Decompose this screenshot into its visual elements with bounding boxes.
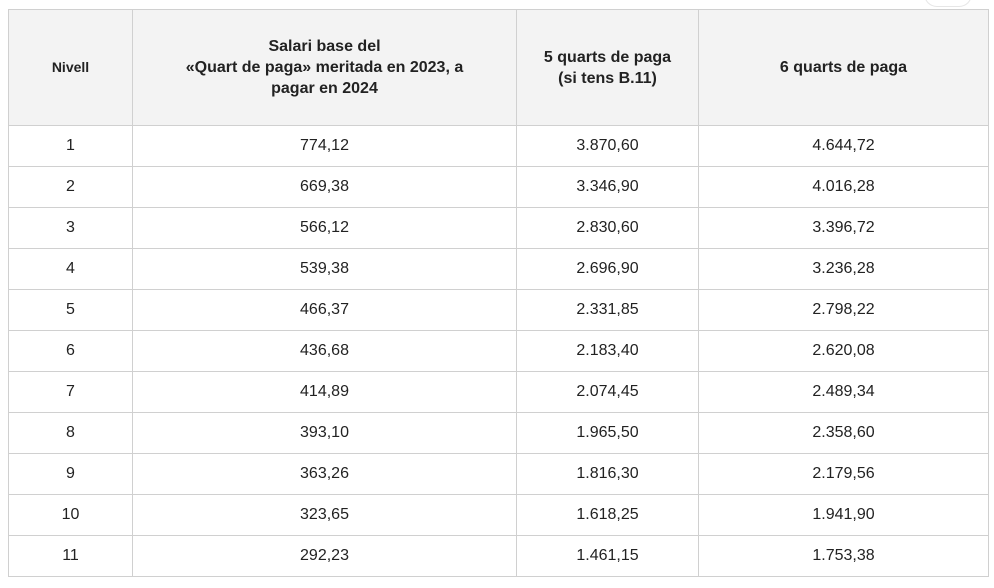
cell-6-quarts: 2.798,22 xyxy=(699,290,989,331)
table-row xyxy=(9,290,989,331)
header-nivell xyxy=(9,10,133,126)
cell-5-quarts: 2.696,90 xyxy=(517,249,699,290)
cell-5-quarts: 1.816,30 xyxy=(517,454,699,495)
table-row xyxy=(9,495,989,536)
cell-nivell: 5 xyxy=(9,290,133,331)
cell-6-quarts: 2.620,08 xyxy=(699,331,989,372)
cell-nivell: 2 xyxy=(9,167,133,208)
table-row xyxy=(9,126,989,167)
header-line: pagar en 2024 xyxy=(271,80,378,97)
cell-5-quarts: 3.346,90 xyxy=(517,167,699,208)
table-row xyxy=(9,208,989,249)
cell-nivell: 7 xyxy=(9,372,133,413)
cell-salari-base: 363,26 xyxy=(133,454,517,495)
cell-5-quarts: 2.331,85 xyxy=(517,290,699,331)
cell-nivell: 10 xyxy=(9,495,133,536)
cell-6-quarts: 4.016,28 xyxy=(699,167,989,208)
table-row xyxy=(9,331,989,372)
cell-5-quarts: 1.618,25 xyxy=(517,495,699,536)
cell-6-quarts: 1.753,38 xyxy=(699,536,989,577)
corner-decoration xyxy=(924,0,972,7)
cell-nivell: 4 xyxy=(9,249,133,290)
header-5-quarts xyxy=(517,10,699,126)
table-row xyxy=(9,372,989,413)
header-6-quarts xyxy=(699,10,989,126)
cell-5-quarts: 2.830,60 xyxy=(517,208,699,249)
header-line: Salari base del xyxy=(268,38,381,55)
cell-5-quarts: 3.870,60 xyxy=(517,126,699,167)
cell-salari-base: 566,12 xyxy=(133,208,517,249)
header-line: 5 quarts de paga xyxy=(543,48,672,66)
cell-5-quarts: 1.965,50 xyxy=(517,413,699,454)
cell-nivell: 3 xyxy=(9,208,133,249)
header-line: 6 quarts de paga xyxy=(779,59,908,76)
cell-6-quarts: 3.236,28 xyxy=(699,249,989,290)
table-header xyxy=(9,10,989,126)
cell-nivell: 9 xyxy=(9,454,133,495)
header-line: Nivell xyxy=(51,59,90,75)
header-salari-base xyxy=(133,10,517,126)
table-row xyxy=(9,454,989,495)
cell-nivell: 11 xyxy=(9,536,133,577)
cell-5-quarts: 2.074,45 xyxy=(517,372,699,413)
cell-salari-base: 539,38 xyxy=(133,249,517,290)
cell-salari-base: 393,10 xyxy=(133,413,517,454)
table-row xyxy=(9,249,989,290)
cell-salari-base: 774,12 xyxy=(133,126,517,167)
cell-6-quarts: 1.941,90 xyxy=(699,495,989,536)
salary-table xyxy=(8,9,989,577)
cell-nivell: 1 xyxy=(9,126,133,167)
header-row xyxy=(9,10,989,126)
table-row xyxy=(9,413,989,454)
cell-nivell: 6 xyxy=(9,331,133,372)
cell-6-quarts: 2.489,34 xyxy=(699,372,989,413)
cell-6-quarts: 2.179,56 xyxy=(699,454,989,495)
cell-salari-base: 323,65 xyxy=(133,495,517,536)
header-line: (si tens B.11) xyxy=(558,69,657,87)
cell-salari-base: 292,23 xyxy=(133,536,517,577)
cell-6-quarts: 3.396,72 xyxy=(699,208,989,249)
table-row xyxy=(9,536,989,577)
cell-salari-base: 436,68 xyxy=(133,331,517,372)
cell-salari-base: 466,37 xyxy=(133,290,517,331)
cell-salari-base: 414,89 xyxy=(133,372,517,413)
header-line: «Quart de paga» meritada en 2023, a xyxy=(185,59,464,76)
cell-5-quarts: 1.461,15 xyxy=(517,536,699,577)
cell-6-quarts: 2.358,60 xyxy=(699,413,989,454)
cell-salari-base: 669,38 xyxy=(133,167,517,208)
cell-nivell: 8 xyxy=(9,413,133,454)
table-body xyxy=(9,126,989,577)
cell-5-quarts: 2.183,40 xyxy=(517,331,699,372)
table-row xyxy=(9,167,989,208)
cell-6-quarts: 4.644,72 xyxy=(699,126,989,167)
